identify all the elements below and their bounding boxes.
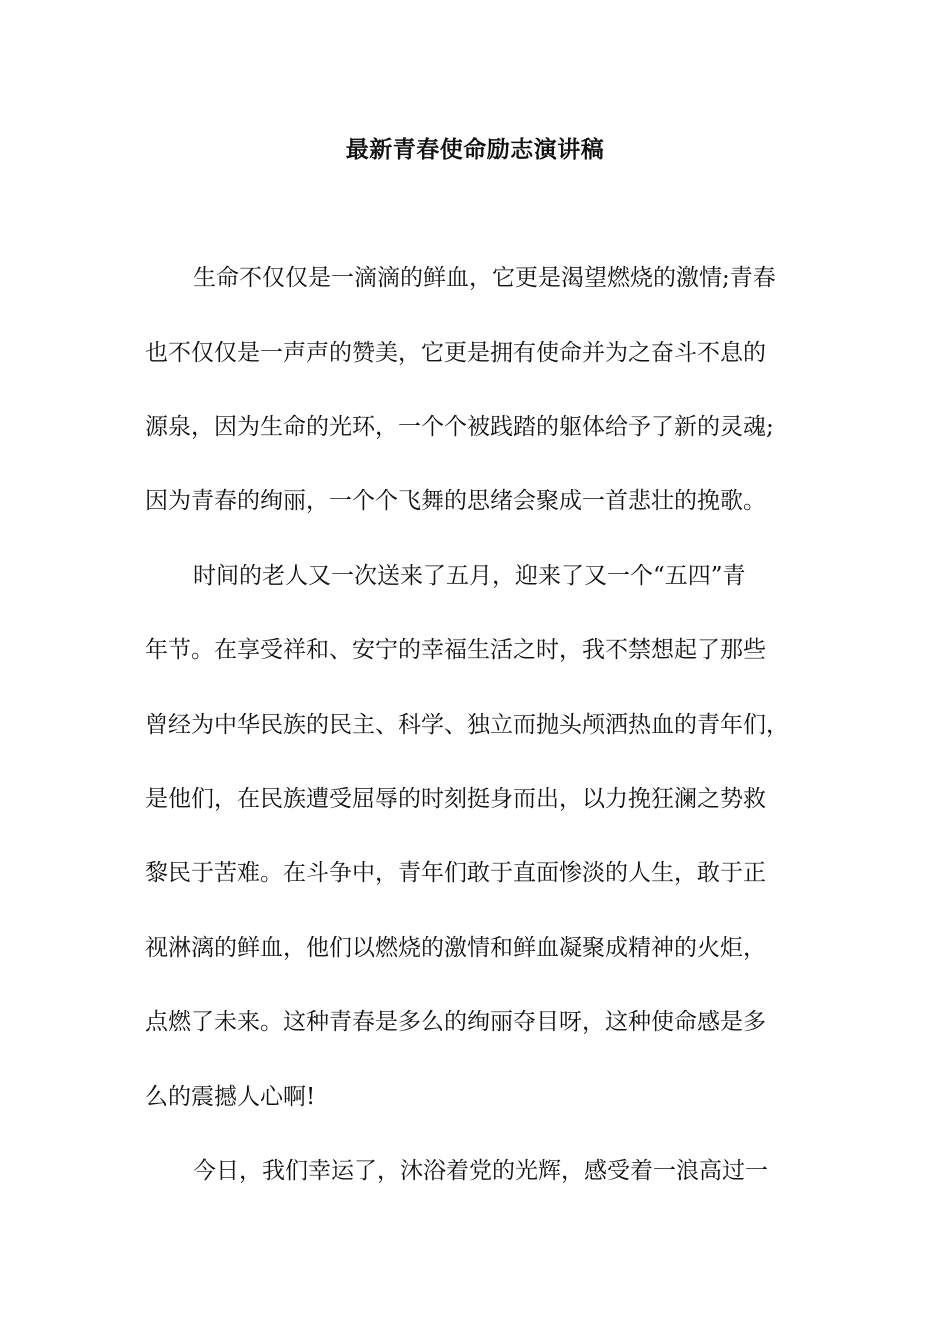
paragraph-line: 生命不仅仅是一滴滴的鲜血，它更是渴望燃烧的激情;青春: [193, 265, 776, 291]
paragraph-line: 曾经为中华民族的民主、科学、独立而抛头颅洒热血的青年们，: [145, 712, 789, 738]
paragraph-line: 因为青春的绚丽，一个个飞舞的思绪会聚成一首悲壮的挽歌。: [145, 488, 766, 514]
paragraph-line: 是他们，在民族遭受屈辱的时刻挺身而出，以力挽狂澜之势救: [145, 786, 766, 812]
paragraph-line: 也不仅仅是一声声的赞美，它更是拥有使命并为之奋斗不息的: [145, 340, 766, 366]
paragraph-line: 么的震撼人心啊!: [145, 1084, 316, 1110]
paragraph-line: 视淋漓的鲜血，他们以燃烧的激情和鲜血凝聚成精神的火炬，: [145, 935, 766, 961]
paragraph-line: 源泉，因为生命的光环，一个个被践踏的躯体给予了新的灵魂;: [145, 414, 774, 440]
paragraph-line: 今日，我们幸运了，沐浴着党的光辉，感受着一浪高过一: [193, 1158, 768, 1184]
paragraph-line: 点燃了未来。这种青春是多么的绚丽夺目呀，这种使命感是多: [145, 1009, 766, 1035]
paragraph-line: 黎民于苦难。在斗争中，青年们敢于直面惨淡的人生，敢于正: [145, 860, 766, 886]
paragraph-line: 时间的老人又一次送来了五月，迎来了又一个“五四”青: [193, 563, 746, 589]
document-title: 最新青春使命励志演讲稿: [345, 137, 605, 163]
paragraph-line: 年节。在享受祥和、安宁的幸福生活之时，我不禁想起了那些: [145, 637, 766, 663]
